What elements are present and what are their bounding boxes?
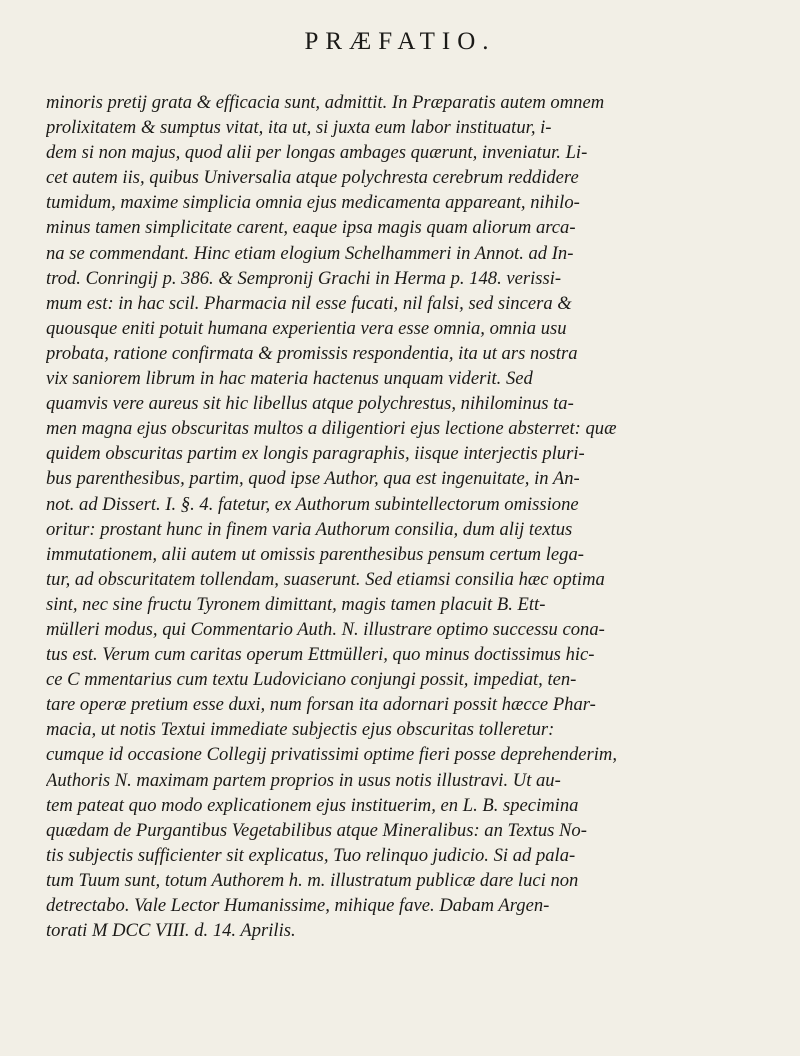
text-line: mülleri modus, qui Commentario Auth. N. illustrare optimo successu cona- bbox=[46, 618, 605, 640]
text-line: tur, ad obscuritatem tollendam, suaserunt. Sed etiamsi consilia hæc optima bbox=[46, 568, 605, 590]
text-line: mum est: in hac scil. Pharmacia nil esse fucati, nil falsi, sed sincera & bbox=[46, 292, 572, 314]
text-line: quidem obscuritas partim ex longis paragraphis, iisque interjectis pluri- bbox=[46, 443, 585, 465]
text-line: minoris pretij grata & efficacia sunt, admittit. In Præparatis autem omnem bbox=[46, 92, 605, 113]
text-line: na se commendant. Hinc etiam elogium Schelhammeri in Annot. ad In- bbox=[46, 242, 574, 264]
text-line: macia, ut notis Textui immediate subjectis ejus obscuritas tolleretur: bbox=[46, 719, 555, 741]
text-line: tumidum, maxime simplicia omnia ejus medicamenta appareant, nihilo- bbox=[46, 192, 580, 214]
text-line: tem pateat quo modo explicationem ejus instituerim, en L. B. specimina bbox=[46, 794, 579, 816]
text-line: not. ad Dissert. I. §. 4. fatetur, ex Authorum subintellectorum omissione bbox=[46, 493, 579, 515]
text-line: bus parenthesibus, partim, quod ipse Author, qua est ingenuitate, in An- bbox=[46, 468, 580, 490]
text-line: probata, ratione confirmata & promissis respondentia, ita ut ars nostra bbox=[46, 342, 578, 364]
text-line: trod. Conringij p. 386. & Sempronij Grachi in Herma p. 148. verissi- bbox=[46, 267, 562, 289]
text-line: prolixitatem & sumptus vitat, ita ut, si juxta eum labor instituatur, i- bbox=[46, 117, 552, 139]
text-line: immutationem, alii autem ut omissis parenthesibus pensum certum lega- bbox=[46, 543, 584, 565]
text-line: quousque eniti potuit humana experientia vera esse omnia, omnia usu bbox=[46, 317, 567, 339]
text-line: vix saniorem librum in hac materia hactenus unquam viderit. Sed bbox=[46, 368, 533, 390]
text-line: tum Tuum sunt, totum Authorem h. m. illustratum publicæ dare luci non bbox=[46, 869, 579, 891]
text-line: cumque id occasione Collegij privatissimi optime fieri posse deprehenderim, bbox=[46, 744, 617, 766]
text-line: dem si non majus, quod alii per longas ambages quærunt, inveniatur. Li- bbox=[46, 142, 588, 164]
text-line: Authoris N. maximam partem proprios in usus notis illustravi. Ut au- bbox=[46, 769, 561, 791]
text-line: minus tamen simplicitate carent, eaque ipsa magis quam aliorum arca- bbox=[46, 217, 576, 239]
text-line: ce C mmentarius cum textu Ludoviciano conjungi possit, impediat, ten- bbox=[46, 669, 577, 691]
text-line: cet autem iis, quibus Universalia atque polychresta cerebrum reddidere bbox=[46, 167, 579, 189]
text-line: quamvis vere aureus sit hic libellus atque polychrestus, nihilominus ta- bbox=[46, 393, 574, 415]
body-text bbox=[46, 90, 766, 943]
text-line: tis subjectis sufficienter sit explicatus, Tuo relinquo judicio. Si ad pala- bbox=[46, 844, 576, 866]
text-line: sint, nec sine fructu Tyronem dimittant, magis tamen placuit B. Ett- bbox=[46, 593, 546, 615]
text-line: torati M DCC VIII. d. 14. Aprilis. bbox=[46, 920, 296, 942]
text-line: quædam de Purgantibus Vegetabilibus atque Mineralibus: an Textus No- bbox=[46, 819, 587, 841]
text-line: detrectabo. Vale Lector Humanissime, mihique fave. Dabam Argen- bbox=[46, 895, 550, 916]
text-line: oritur: prostant hunc in finem varia Authorum consilia, dum alij textus bbox=[46, 518, 573, 540]
text-line: tare operæ pretium esse duxi, num forsan ita adornari possit hæcce Phar- bbox=[46, 694, 596, 716]
text-line: men magna ejus obscuritas multos a diligentiori ejus lectione absterret: quæ bbox=[46, 418, 617, 440]
text-line: tus est. Verum cum caritas operum Ettmülleri, quo minus doctissimus hic- bbox=[46, 644, 595, 666]
running-head: PRÆFATIO. bbox=[304, 28, 496, 55]
